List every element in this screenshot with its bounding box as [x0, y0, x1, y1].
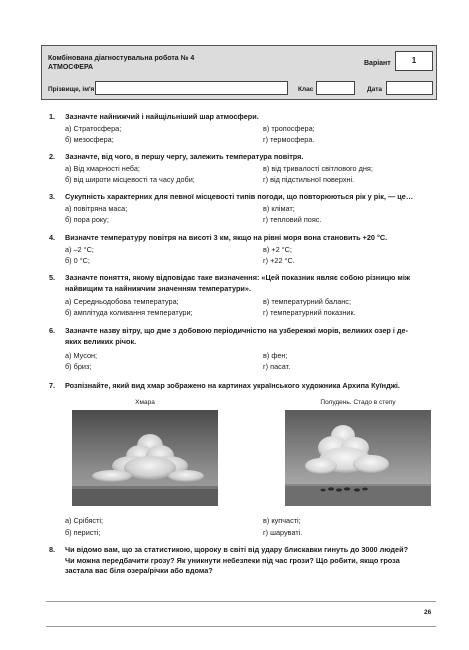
painting-noon-herd-image — [285, 410, 431, 506]
option-g[interactable]: г) термосфера. — [263, 135, 315, 144]
question-text: Розпізнайте, який вид хмар зображено на картинах українського художника Архипа Куїнджі. — [65, 381, 400, 390]
question-text-line: яких великих річок. — [65, 336, 137, 346]
painting-cloud-image — [72, 410, 218, 506]
question-text-line: Зазначте поняття, якому відповідає таке визначення: «Цей показник являє собою різницю між — [65, 273, 411, 282]
name-field[interactable] — [95, 81, 288, 95]
question-text — [65, 326, 443, 347]
option-g[interactable]: г) +22 °С. — [263, 256, 295, 265]
question-text-line: найвищим та найнижчим значенням температури». — [65, 283, 251, 293]
worksheet-title-line1: Комбінована діагностувальна робота № 4 — [48, 55, 195, 62]
option-a[interactable]: а) Від хмарності неба; — [65, 164, 140, 173]
question-text-line: Зазначте назву вітру, що дме з добовою періодичністю на узбережжі морів, великих озер і де- — [65, 326, 409, 335]
option-a[interactable]: а) Стратосфера; — [65, 124, 122, 133]
option-b[interactable]: б) перисті; — [65, 528, 101, 537]
option-g[interactable]: г) від підстильної поверхні. — [263, 175, 355, 184]
option-b[interactable]: б) від широти місцевості та часу доби; — [65, 175, 195, 184]
question-text: Зазначте, від чого, в першу чергу, залежить температура повітря. — [65, 152, 304, 161]
option-a[interactable]: а) Срібясті; — [65, 516, 104, 525]
option-b[interactable]: б) мезосфера; — [65, 135, 114, 144]
question-text: Сукупність характерних для певної місцевості типів погоди, що повторюються рік у рік, — це… — [65, 192, 414, 201]
question-number: 1. — [49, 112, 56, 121]
answer-line — [46, 626, 436, 627]
question-text: Визначте температуру повітря на висоті 3 км, якщо на рівні моря вона становить +20 °С. — [65, 233, 388, 242]
option-a[interactable]: а) повітряна маса; — [65, 204, 128, 213]
option-a[interactable]: а) Мусон; — [65, 351, 98, 360]
option-g[interactable]: г) тепловий пояс. — [263, 215, 322, 224]
question-number: 5. — [49, 273, 56, 282]
option-b[interactable]: б) амплітуда коливання температури; — [65, 308, 193, 317]
option-a[interactable]: а) Середньодобова температура; — [65, 297, 179, 306]
painting-caption-cloud: Хмара — [135, 399, 155, 406]
option-v[interactable]: в) температурний баланс; — [263, 297, 351, 306]
question-text — [65, 545, 443, 577]
name-label: Прізвище, ім'я — [48, 86, 95, 93]
option-g[interactable]: г) температурний показник. — [263, 308, 356, 317]
question-text: Зазначте найнижчий і найщільніший шар атмосфери. — [65, 112, 259, 121]
option-b[interactable]: б) 0 °С; — [65, 256, 90, 265]
question-number: 4. — [49, 233, 56, 242]
variant-label: Варіант — [364, 60, 391, 67]
variant-value: 1 — [395, 51, 433, 71]
question-text-line: Чи можна передбачити грозу? Як уникнути небезпеки під час грози? Що робити, якщо гроза — [65, 555, 400, 565]
option-v[interactable]: в) клімат; — [263, 204, 295, 213]
question-text — [65, 273, 443, 294]
question-number: 6. — [49, 326, 56, 335]
option-v[interactable]: в) фен; — [263, 351, 288, 360]
date-field[interactable] — [386, 81, 433, 95]
option-b[interactable]: б) пора року; — [65, 215, 109, 224]
worksheet-topic: АТМОСФЕРА — [48, 64, 94, 71]
page-number: 26 — [424, 609, 432, 616]
worksheet-title — [48, 54, 194, 72]
option-v[interactable]: в) від тривалості світлового дня; — [263, 164, 373, 173]
answer-line — [46, 601, 436, 602]
class-label: Клас — [298, 86, 314, 93]
class-field[interactable] — [316, 81, 355, 95]
option-b[interactable]: б) бриз; — [65, 362, 92, 371]
option-v[interactable]: в) купчасті; — [263, 516, 301, 525]
question-number: 3. — [49, 192, 56, 201]
worksheet-header — [41, 45, 437, 100]
option-g[interactable]: г) пасат. — [263, 362, 291, 371]
date-label: Дата — [367, 86, 383, 93]
option-v[interactable]: в) +2 °С; — [263, 245, 292, 254]
option-v[interactable]: в) тропосфера; — [263, 124, 315, 133]
question-text-line: Чи відомо вам, що за статистикою, щороку в світі від удару блискавки гинуть до 3000 людей? — [65, 545, 409, 554]
question-text-line: застала вас біля озера/річки або вдома? — [65, 566, 213, 575]
option-g[interactable]: г) шаруваті. — [263, 528, 303, 537]
painting-caption-noon: Полудень. Стадо в степу — [320, 399, 396, 406]
question-number: 8. — [49, 545, 56, 554]
question-number: 7. — [49, 381, 56, 390]
option-a[interactable]: а) –2 °С; — [65, 245, 94, 254]
question-number: 2. — [49, 152, 56, 161]
